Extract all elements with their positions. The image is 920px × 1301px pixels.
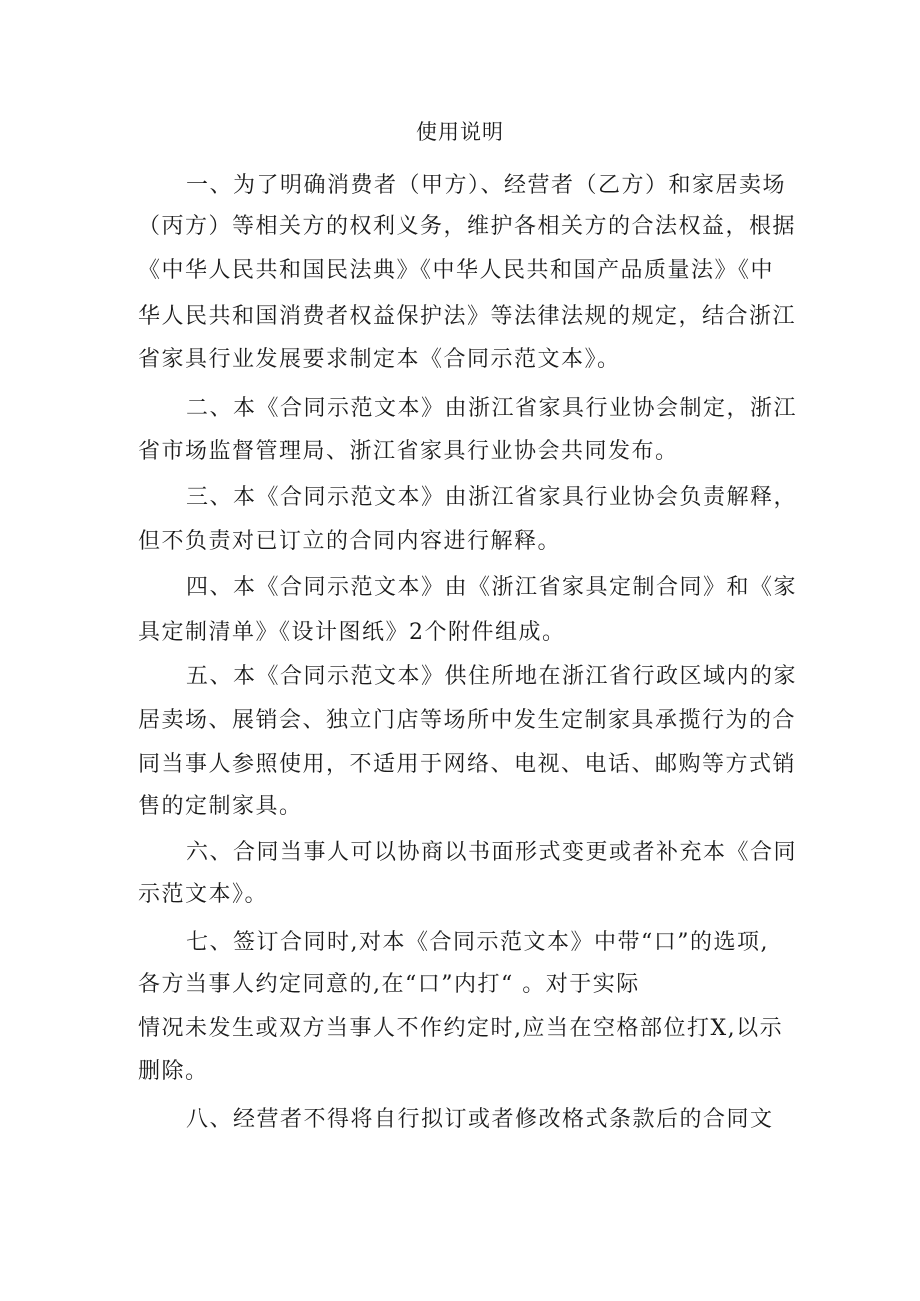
paragraph-1-line-4: 华人民共和国消费者权益保护法》等法律法规的规定，结合浙江 bbox=[138, 304, 797, 329]
paragraph-3-line-2: 但不负责对已订立的合同内容进行解释。 bbox=[138, 529, 562, 554]
paragraph-7-line-3: 情况未发生或双方当事人不作约定时,应当在空格部位打X,以示 bbox=[138, 1016, 784, 1041]
paragraph-6-line-2: 示范文本》。 bbox=[138, 882, 269, 907]
paragraph-5-line-3: 同当事人参照使用，不适用于网络、电视、电话、邮购等方式销 bbox=[138, 752, 797, 777]
paragraph-1-line-1: 一、为了明确消费者（甲方）、经营者（乙方）和家居卖场 bbox=[186, 173, 787, 198]
paragraph-2-line-1: 二、本《合同示范文本》由浙江省家具行业协会制定，浙江 bbox=[186, 396, 798, 421]
document-title: 使用说明 bbox=[416, 120, 504, 144]
paragraph-3-line-1: 三、本《合同示范文本》由浙江省家具行业协会负责解释， bbox=[186, 485, 798, 510]
paragraph-1-line-3: 《中华人民共和国民法典》《中华人民共和国产品质量法》《中 bbox=[138, 258, 775, 283]
paragraph-7-line-4: 删除。 bbox=[138, 1059, 209, 1084]
paragraph-2-line-2: 省市场监督管理局、浙江省家具行业协会共同发布。 bbox=[138, 439, 679, 464]
paragraph-5-line-1: 五、本《合同示范文本》供住所地在浙江省行政区域内的家 bbox=[186, 664, 798, 689]
paragraph-1-line-5: 省家具行业发展要求制定本《合同示范文本》。 bbox=[138, 347, 621, 372]
paragraph-5-line-4: 售的定制家具。 bbox=[138, 794, 303, 819]
paragraph-7-line-2: 各方当事人约定同意的,在“口”内打“ 。对于实际 bbox=[138, 972, 640, 997]
paragraph-1-line-2: （丙方）等相关方的权利义务，维护各相关方的合法权益，根据 bbox=[138, 214, 797, 239]
paragraph-7-line-1: 七、签订合同时,对本《合同示范文本》中带“口”的选项, bbox=[186, 930, 769, 955]
paragraph-8-line-1: 八、经营者不得将自行拟订或者修改格式条款后的合同文 bbox=[186, 1107, 774, 1132]
paragraph-6-line-1: 六、合同当事人可以协商以书面形式变更或者补充本《合同 bbox=[186, 840, 798, 865]
paragraph-5-line-2: 居卖场、展销会、独立门店等场所中发生定制家具承揽行为的合 bbox=[138, 708, 797, 733]
paragraph-4-line-1: 四、本《合同示范文本》由《浙江省家具定制合同》和《家 bbox=[186, 575, 798, 600]
paragraph-4-line-2: 具定制清单》《设计图纸》2个附件组成。 bbox=[138, 620, 566, 645]
